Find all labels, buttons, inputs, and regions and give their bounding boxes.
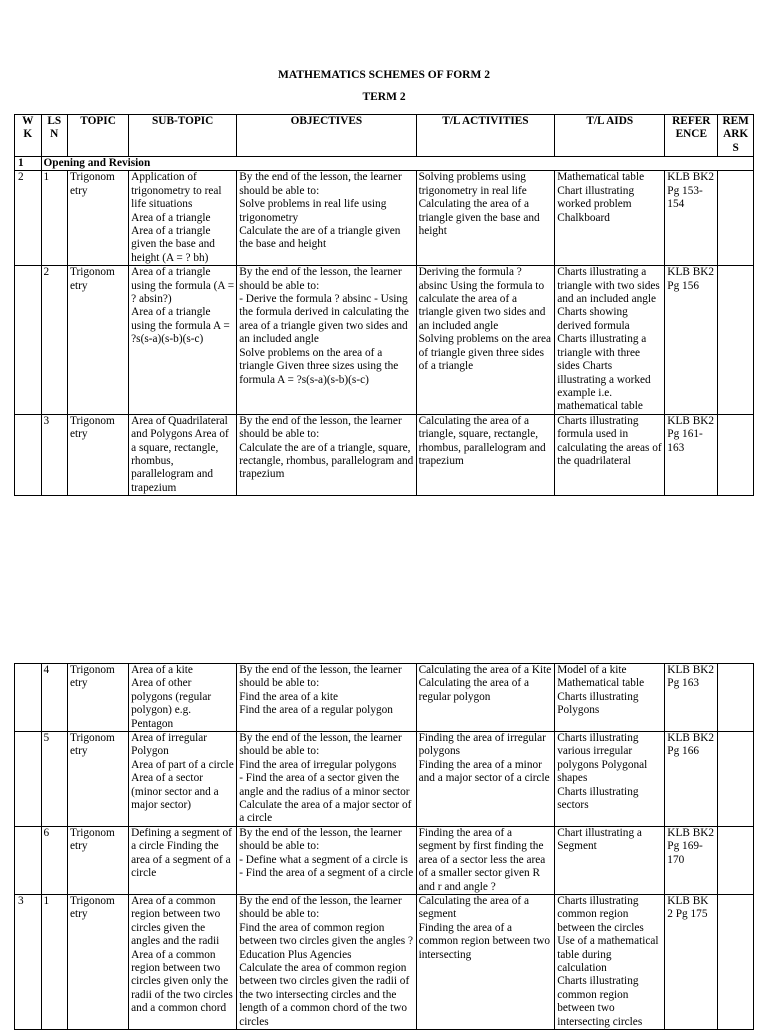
header-activities: T/L ACTIVITIES <box>416 115 555 157</box>
subtopic-cell: Application of trigonometry to real life situations Area of a triangle Area of a triangle given the base and height (A = ? bh) <box>129 171 237 266</box>
lesson-cell: 3 <box>41 414 68 495</box>
aids-cell: Charts illustrating a triangle with two sides and an included angle Charts showing derived formula Charts illustrating a triangle with three sides Charts illustrating a worked example i.e. mathematical table <box>555 266 665 414</box>
subtopic-cell: Area of a common region between two circles given the angles and the radii Area of a common region between two circles given only the radii of the two circles and a common chord <box>129 894 237 1029</box>
aids-cell: Charts illustrating common region between the circles Use of a mathematical table during calculation Charts illustrating common region between two intersecting circles <box>555 894 665 1029</box>
subtopic-cell: Area of Quadrilateral and Polygons Area of a square, rectangle, rhombus, parallelogram and trapezium <box>129 414 237 495</box>
table-row <box>15 414 754 495</box>
week-cell: 2 <box>15 171 42 266</box>
topic-cell: Trigonom etry <box>68 826 129 894</box>
activities-cell: Calculating the area of a triangle, square, rectangle, rhombus, parallelogram and trapezium <box>416 414 555 495</box>
reference-cell: KLB BK2 Pg 161-163 <box>665 414 718 495</box>
subtopic-cell: Area of a kite Area of other polygons (regular polygon) e.g. Pentagon <box>129 664 237 732</box>
table-row <box>15 826 754 894</box>
activities-cell: Calculating the area of a segment Finding the area of a common region between two intersecting <box>416 894 555 1029</box>
activities-cell: Deriving the formula ? absinc Using the formula to calculate the area of a triangle given two sides and an included angle Solving problems on the area of triangle given three sides of a triangle <box>416 266 555 414</box>
table-row <box>15 894 754 1029</box>
activities-cell: Finding the area of irregular polygons Finding the area of a minor and a major sector of a circle <box>416 732 555 827</box>
document-subtitle: TERM 2 <box>362 91 406 103</box>
week-cell <box>15 664 42 732</box>
week-cell <box>15 266 42 414</box>
table-row <box>15 664 754 732</box>
header-lesson: LS N <box>41 115 68 157</box>
aids-cell: Mathematical table Chart illustrating worked problem Chalkboard <box>555 171 665 266</box>
topic-cell: Trigonom etry <box>68 414 129 495</box>
topic-cell: Trigonom etry <box>68 664 129 732</box>
opening-week: 1 <box>15 157 42 171</box>
header-objectives: OBJECTIVES <box>237 115 416 157</box>
aids-cell: Charts illustrating formula used in calculating the areas of the quadrilateral <box>555 414 665 495</box>
lesson-cell: 4 <box>41 664 68 732</box>
reference-cell: KLB BK2 Pg 153-154 <box>665 171 718 266</box>
table-header-row <box>15 115 754 157</box>
objectives-cell: By the end of the lesson, the learner should be able to: Solve problems in real life using trigonometry Calculate the are of a triangle given the base and height <box>237 171 416 266</box>
topic-cell: Trigonom etry <box>68 894 129 1029</box>
reference-cell: KLB BK2 Pg 166 <box>665 732 718 827</box>
reference-cell: KLB BK 2 Pg 175 <box>665 894 718 1029</box>
activities-cell: Finding the area of a segment by first finding the area of a sector less the area of a smaller sector given R and r and angle ? <box>416 826 555 894</box>
aids-cell: Model of a kite Mathematical table Charts illustrating Polygons <box>555 664 665 732</box>
remarks-cell <box>718 732 754 827</box>
remarks-cell <box>718 826 754 894</box>
activities-cell: Solving problems using trigonometry in real life Calculating the area of a triangle given the base and height <box>416 171 555 266</box>
opening-text: Opening and Revision <box>41 157 754 171</box>
subtopic-cell: Area of irregular Polygon Area of part of a circle Area of a sector (minor sector and a major sector) <box>129 732 237 827</box>
table-row <box>15 266 754 414</box>
remarks-cell <box>718 266 754 414</box>
document-title: MATHEMATICS SCHEMES OF FORM 2 <box>278 69 490 81</box>
week-cell <box>15 732 42 827</box>
opening-row <box>15 157 754 171</box>
week-cell <box>15 414 42 495</box>
aids-cell: Chart illustrating a Segment <box>555 826 665 894</box>
activities-cell: Calculating the area of a Kite Calculating the area of a regular polygon <box>416 664 555 732</box>
remarks-cell <box>718 664 754 732</box>
header-week: W K <box>15 115 42 157</box>
header-reference: REFER ENCE <box>665 115 718 157</box>
topic-cell: Trigonom etry <box>68 266 129 414</box>
remarks-cell <box>718 171 754 266</box>
lesson-cell: 1 <box>41 171 68 266</box>
remarks-cell <box>718 894 754 1029</box>
header-subtopic: SUB-TOPIC <box>129 115 237 157</box>
header-aids: T/L AIDS <box>555 115 665 157</box>
lesson-cell: 2 <box>41 266 68 414</box>
lesson-cell: 6 <box>41 826 68 894</box>
reference-cell: KLB BK2 Pg 163 <box>665 664 718 732</box>
topic-cell: Trigonom etry <box>68 171 129 266</box>
reference-cell: KLB BK2 Pg 156 <box>665 266 718 414</box>
scheme-table-page-2 <box>14 663 754 1030</box>
table-row <box>15 171 754 266</box>
lesson-cell: 1 <box>41 894 68 1029</box>
aids-cell: Charts illustrating various irregular polygons Polygonal shapes Charts illustrating sectors <box>555 732 665 827</box>
objectives-cell: By the end of the lesson, the learner should be able to: Find the area of a kite Find the area of a regular polygon <box>237 664 416 732</box>
week-cell <box>15 826 42 894</box>
header-topic: TOPIC <box>68 115 129 157</box>
remarks-cell <box>718 414 754 495</box>
objectives-cell: By the end of the lesson, the learner should be able to: - Derive the formula ? absinc - Using the formula derived in calculating the area of a triangle given two sides and an included angle Solve problems on the area of a triangle Given three sizes using the formula A = ?s(s-a)(s-b)(s-c) <box>237 266 416 414</box>
objectives-cell: By the end of the lesson, the learner should be able to: Find the area of irregular polygons - Find the area of a sector given the angle and the radius of a minor sector Calculate the area of a major sector of a circle <box>237 732 416 827</box>
week-cell: 3 <box>15 894 42 1029</box>
lesson-cell: 5 <box>41 732 68 827</box>
reference-cell: KLB BK2 Pg 169-170 <box>665 826 718 894</box>
header-remarks: REM ARK S <box>718 115 754 157</box>
topic-cell: Trigonom etry <box>68 732 129 827</box>
objectives-cell: By the end of the lesson, the learner should be able to: Find the area of common region between two circles given the angles ? Education Plus Agencies Calculate the area of common region between two circles given the radii of the two intersecting circles and the length of a common chord of the two circles <box>237 894 416 1029</box>
subtopic-cell: Area of a triangle using the formula (A = ? absin?) Area of a triangle using the formula A = ?s(s-a)(s-b)(s-c) <box>129 266 237 414</box>
scheme-table-page-1 <box>14 114 754 496</box>
subtopic-cell: Defining a segment of a circle Finding the area of a segment of a circle <box>129 826 237 894</box>
table-row <box>15 732 754 827</box>
objectives-cell: By the end of the lesson, the learner should be able to: Calculate the are of a triangle, square, rectangle, rhombus, parallelogram and trapezium <box>237 414 416 495</box>
objectives-cell: By the end of the lesson, the learner should be able to: - Define what a segment of a circle is - Find the area of a segment of a circle <box>237 826 416 894</box>
